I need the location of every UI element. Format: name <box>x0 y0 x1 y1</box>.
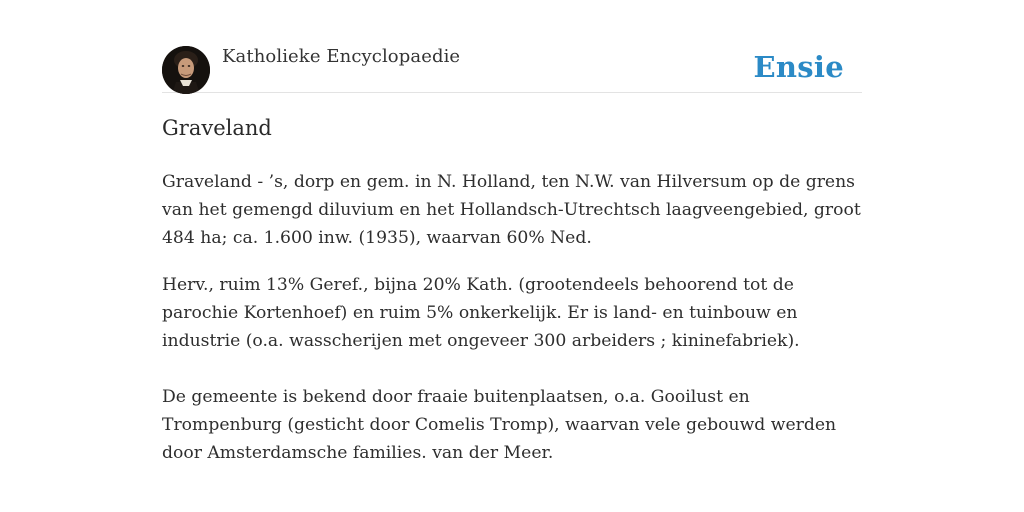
article-paragraph: Graveland - ’s, dorp en gem. in N. Holland, ten N.W. van Hilversum op de grens van het gemengd diluvium en het Hollandsch-Utrechtsch laagveengebied, groot 484 ha; ca. 1.600 inw. (1935), waarvan 60% Ned. <box>162 172 861 248</box>
article-paragraph: Herv., ruim 13% Geref., bijna 20% Kath. (grootendeels behoorend tot de parochie Kortenhoef) en ruim 5% onkerkelijk. Er is land- en tuinbouw en industrie (o.a. wasscherijen met ongeveer 300 arbeiders ; kininefabriek). <box>162 275 800 351</box>
article-title: Graveland <box>162 116 272 140</box>
portrait-icon <box>162 46 210 94</box>
brand-logo[interactable]: Ensie <box>753 50 844 84</box>
article-paragraph: De gemeente is bekend door fraaie buitenplaatsen, o.a. Gooilust en Trompenburg (gesticht door Comelis Tromp), waarvan vele gebouwd werden door Amsterdamsche families. van der Meer. <box>162 387 837 463</box>
avatar[interactable] <box>162 46 210 94</box>
source-name[interactable]: Katholieke Encyclopaedie <box>222 46 461 67</box>
header <box>162 46 862 93</box>
